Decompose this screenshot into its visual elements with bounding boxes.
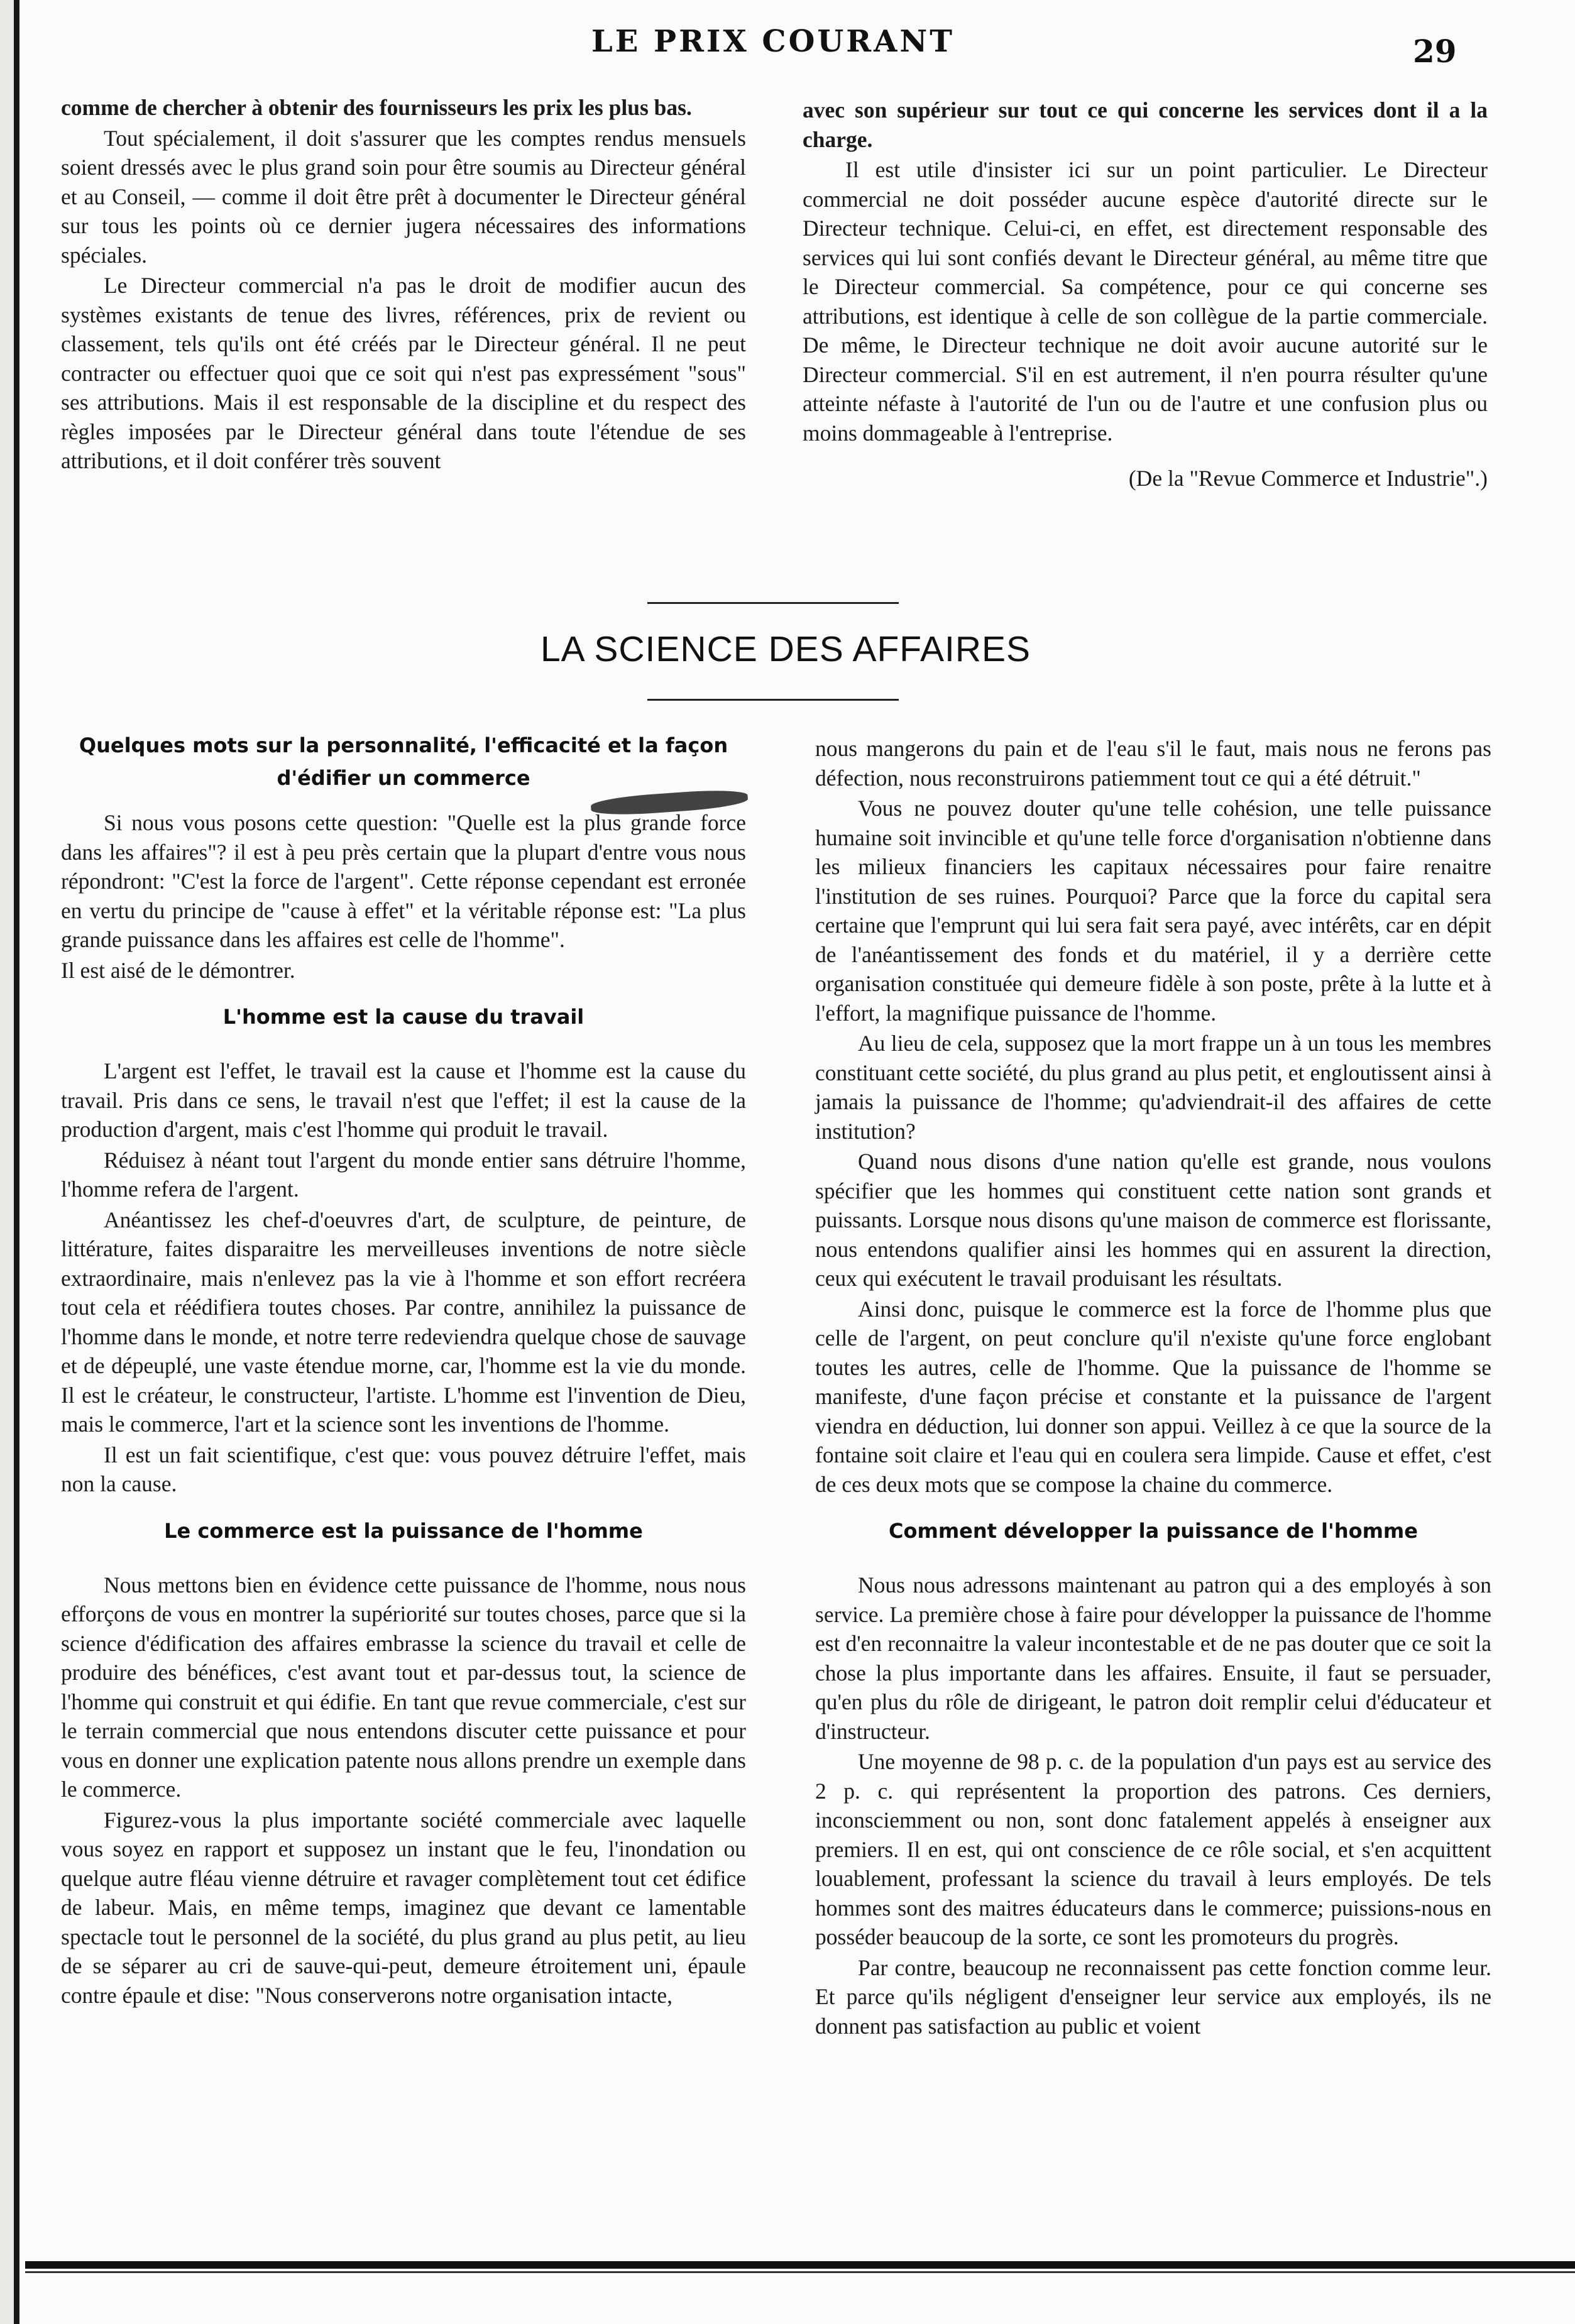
- paragraph: Il est aisé de le démontrer.: [61, 957, 295, 983]
- paragraph: L'argent est l'effet, le travail est la cause et l'homme est la cause du travail. Pris dans ce sens, le travail n'est que l'effet; il est la cause de la production d'argent, mais c'est l'homme qui produit le travail.: [61, 1058, 746, 1142]
- journal-title: LE PRIX COURANT: [591, 24, 955, 59]
- paragraph: Une moyenne de 98 p. c. de la population d'un pays est au service des 2 p. c. qui représentent la proportion des patrons. Ces derniers, inconsciemment ou non, sont donc fatalement appelés à enseigner aux premiers. Il en est, qui ont conscience de ce rôle social, et s'en acquittent louablement, professant la science du travail à leurs employés. De tels hommes sont des maitres éducateurs dans le commerce; puissions-nous en posséder beaucoup de la sorte, ce sont les promoteurs du progrès.: [815, 1749, 1491, 1949]
- paragraph: Tout spécialement, il doit s'assurer que les comptes rendus mensuels soient dressés avec le plus grand soin pour être soumis au Directeur général et au Conseil, — comme il doit être prêt à documenter le Directeur général sur tous les points où ce dernier jugera nécessaires des informations spéciales.: [61, 125, 746, 268]
- paragraph: Nous mettons bien en évidence cette puissance de l'homme, nous nous efforçons de vous en montrer la supériorité sur toutes choses, parce que si la science d'édification des affaires embrasse la science du travail et celle de produire des bénéfices, c'est avant tout et par-dessus tout, la science de l'homme qui construit et qui édifie. En tant que revue commerciale, c'est sur le terrain commercial que nous entendons discuter cette puissance et pour vous en donner une explication patente nous allons prendre un exemple dans le commerce.: [61, 1572, 746, 1802]
- paragraph: avec son supérieur sur tout ce qui concerne les services dont il a la charge.: [803, 97, 1488, 152]
- paragraph: Quand nous disons d'une nation qu'elle est grande, nous voulons spécifier que les hommes qui constituent cette nation sont grands et puissants. Lorsque nous disons qu'une maison de commerce est florissante, nous entendons qualifier ainsi les hommes qui en assurent la direction, ceux qui exécutent le travail produisant les résultats.: [815, 1149, 1491, 1291]
- paragraph: Le Directeur commercial n'a pas le droit de modifier aucun des systèmes existants de tenue des livres, références, prix de revient ou classement, tels qu'ils ont été créés par le Directeur général. Il ne peut contracter ou effectuer quoi que ce soit qui n'est pas expressément "sous" ses attributions. Mais il est responsable de la discipline et du respect des règles imposées par le Directeur général dans toute l'étendue de ses attributions, et il doit conférer très souvent: [61, 273, 746, 473]
- paragraph: Réduisez à néant tout l'argent du monde entier sans détruire l'homme, l'homme refera de l'argent.: [61, 1147, 746, 1202]
- page-bottom-rule-thin: [25, 2271, 1575, 2273]
- subheading: Le commerce est la puissance de l'homme: [164, 1518, 643, 1543]
- page-binding-edge: [14, 0, 19, 2324]
- article-heading: Quelques mots sur la personnalité, l'efficacité et la façon d'édifier un commerce: [79, 733, 728, 790]
- paragraph: comme de chercher à obtenir des fournisseurs les prix les plus bas.: [61, 95, 692, 120]
- section-title: LA SCIENCE DES AFFAIRES: [540, 629, 1031, 669]
- left-column: [61, 729, 746, 2011]
- paragraph: Figurez-vous la plus importante société commerciale avec laquelle vous soyez en rapport et supposez un instant que le feu, l'inondation ou quelque autre fléau vienne détruire et ravager complètement tout cet édifice de labeur. Mais, en même temps, imaginez que devant ce lamentable spectacle tout le personnel de la société, du plus grand au plus petit, au lieu de se séparer au cri de sauve-qui-peut, demeure étroitement uni, épaule contre épaule et dise: "Nous conserverons notre organisation intacte,: [61, 1807, 746, 2008]
- top-right-column: [803, 96, 1488, 495]
- paragraph: nous mangerons du pain et de l'eau s'il le faut, mais nous ne ferons pas défection, nous reconstruirons patiemment tout ce qui a été détruit.": [815, 736, 1491, 791]
- paragraph: Anéantissez les chef-d'oeuvres d'art, de sculpture, de peinture, de littérature, faites disparaitre les merveilleuses inventions de notre siècle extraordinaire, mais n'enlevez pas la vie à l'homme et son effort recréera tout cela et réédifiera toutes choses. Par contre, annihilez la puissance de l'homme dans le monde, et notre terre redeviendra quelque chose de sauvage et de dépeuplé, une vaste étendue morne, car, l'homme est la vie du monde. Il est le créateur, le constructeur, l'artiste. L'homme est l'invention de Dieu, mais le commerce, l'art et la science sont les inventions de l'homme.: [61, 1207, 746, 1437]
- paragraph: Ainsi donc, puisque le commerce est la force de l'homme plus que celle de l'argent, on peut conclure qu'il n'existe qu'une force englobant toutes les autres, celle de l'homme. Que la puissance de l'homme se manifeste, d'une façon précise et constante et la puissance de l'argent viendra en déduction, lui donner son appui. Veillez à ce que la source de la fontaine soit claire et l'eau qui en coulera sera limpide. Cause et effet, c'est de ces deux mots que se compose la chaine du commerce.: [815, 1296, 1491, 1497]
- top-left-column: [61, 93, 746, 477]
- paragraph: Nous nous adressons maintenant au patron qui a des employés à son service. La première chose à faire pour développer la puissance de l'homme est d'en reconnaitre la valeur incontestable et de ne pas douter que ce soit la chose la plus importante dans les affaires. Ensuite, il faut se persuader, qu'en plus du rôle de dirigeant, le patron doit remplir celui d'éducateur et d'instructeur.: [815, 1572, 1491, 1744]
- paragraph: Vous ne pouvez douter qu'une telle cohésion, une telle puissance humaine soit invincible et qu'une telle force d'organisation n'obtienne dans les milieux financiers les capitaux nécessaires pour faire renaitre l'institution de ses ruines. Pourquoi? Parce que la force du capital sera certaine que l'emprunt qui lui sera fait sera payé, avec intérêts, car en dépit de l'anéantissement des fonds et du matériel, il y a derrière cette organisation constituée qui demeure fidèle à son poste, prête à la lutte et à l'effort, la magnifique puissance de l'homme.: [815, 796, 1491, 1026]
- paragraph: Par contre, beaucoup ne reconnaissent pas cette fonction comme leur. Et parce qu'ils négligent d'enseigner leur service aux employés, ils ne donnent pas satisfaction au public et voient: [815, 1954, 1491, 2039]
- right-column: [815, 734, 1491, 2042]
- subheading: L'homme est la cause du travail: [222, 1005, 584, 1029]
- paragraph: Au lieu de cela, supposez que la mort frappe un à un tous les membres constituant cette société, du plus grand au plus petit, et engloutissent ainsi à jamais la puissance de l'homme; qu'adviendrait-il des affaires de cette institution?: [815, 1031, 1491, 1144]
- subheading: Comment développer la puissance de l'homme: [889, 1519, 1418, 1543]
- section-rule-top: [647, 602, 899, 604]
- source-citation: (De la "Revue Commerce et Industrie".): [1128, 466, 1488, 491]
- paragraph: Il est un fait scientifique, c'est que: vous pouvez détruire l'effet, mais non la cause.: [61, 1442, 746, 1496]
- section-rule-bottom: [647, 699, 899, 701]
- page-shadow: [0, 0, 14, 2324]
- page-number: 29: [1413, 33, 1457, 70]
- paragraph: Si nous vous posons cette question: "Quelle est la plus grande force dans les affaires"? il est à peu près certain que la plupart d'entre vous nous répondront: "C'est la force de l'argent". Cette réponse cependant est erronée en vertu du principe de "cause à effet" et la véritable réponse est: "La plus grande puissance dans les affaires est celle de l'homme".: [61, 810, 746, 952]
- paragraph: Il est utile d'insister ici sur un point particulier. Le Directeur commercial ne doit posséder aucune espèce d'autorité directe sur le Directeur technique. Celui-ci, en effet, est directement responsable des services qui lui sont confiés devant le Directeur général, au même titre que le Directeur commercial. Sa compétence, pour ce qui concerne ses attributions, est identique à celle de son collègue de la partie commerciale. De même, le Directeur technique ne doit avoir aucune autorité sur le Directeur commercial. S'il en est autrement, il n'en pourra résulter qu'une atteinte néfaste à l'autorité de l'un ou de l'autre et une confusion plus ou moins dommageable à l'entreprise.: [803, 157, 1488, 446]
- page-bottom-rule: [25, 2261, 1575, 2269]
